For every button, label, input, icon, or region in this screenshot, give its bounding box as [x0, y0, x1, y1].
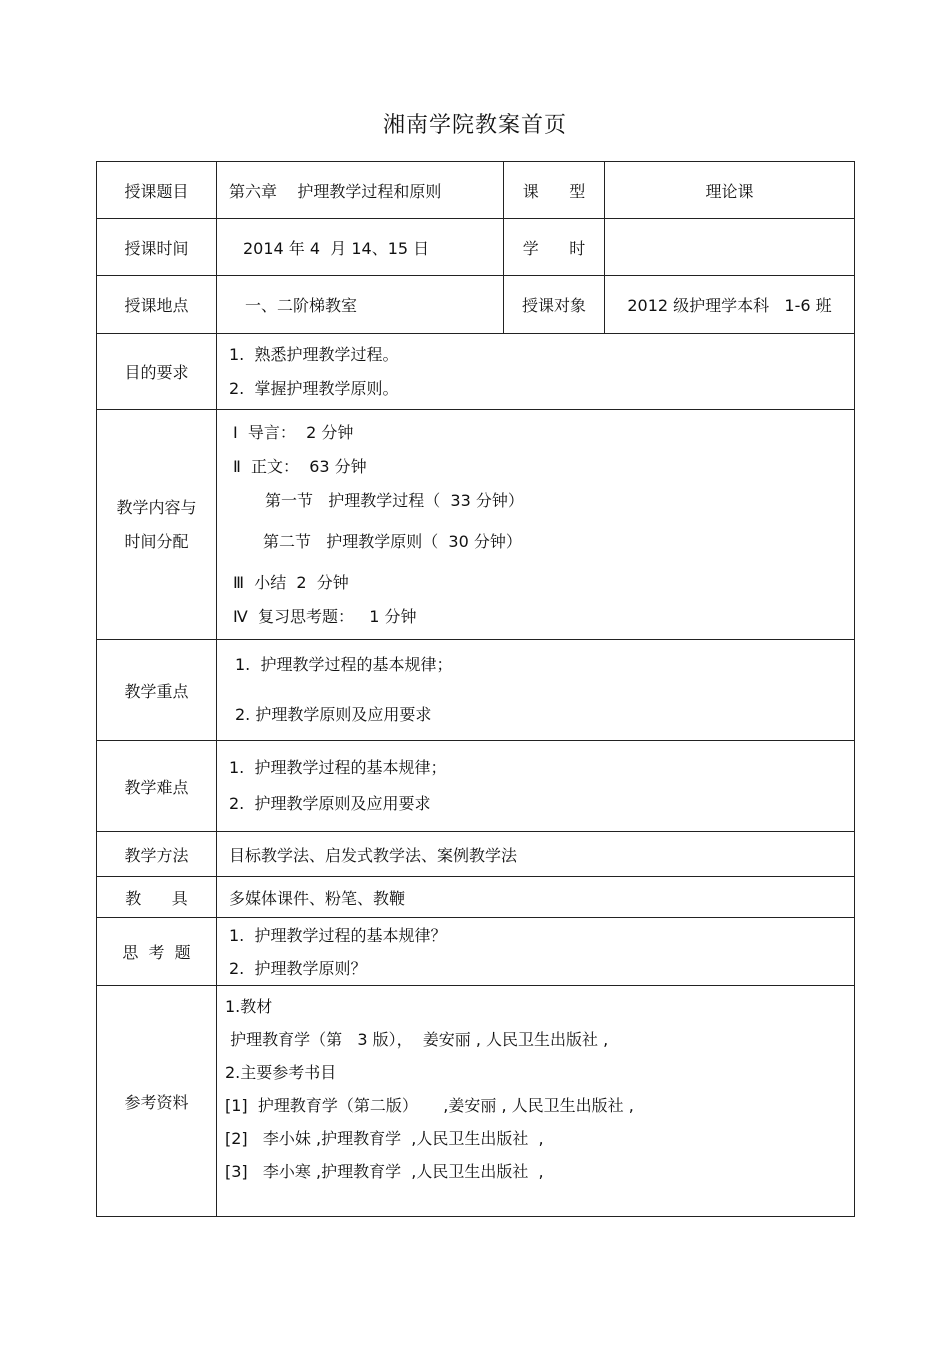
row-questions: [97, 918, 855, 986]
reference-line: [2] 李小妹 ,护理教育学 ,人民卫生出版社 ,: [225, 1129, 544, 1148]
row-difficulties: [97, 741, 855, 832]
place-value: 一、二阶梯教室: [217, 276, 504, 334]
content-line: Ⅳ 复习思考题： 1 分钟: [233, 606, 417, 626]
topic-value: 第六章 护理教学过程和原则: [229, 181, 442, 201]
difficulty-line: 2. 护理教学原则及应用要求: [229, 794, 431, 813]
content-line: 第二节 护理教学原则（ 30 分钟）: [263, 531, 522, 551]
row-time: [97, 219, 855, 276]
reference-line: 护理教育学（第 3 版）， 姜安丽 , 人民卫生出版社 ,: [225, 1030, 609, 1049]
content-line: Ⅱ 正文： 63 分钟: [233, 456, 367, 476]
topic-label: 授课题目: [97, 162, 217, 219]
row-methods: [97, 832, 855, 877]
difficulties-label: 教学难点: [97, 741, 217, 832]
lesson-plan-table: [96, 161, 855, 1217]
content-line: Ⅰ 导言： 2 分钟: [233, 422, 354, 442]
row-content: [97, 410, 855, 640]
row-goals: [97, 334, 855, 410]
difficulty-line: 1. 护理教学过程的基本规律；: [229, 758, 447, 777]
question-line: 1. 护理教学过程的基本规律？: [229, 925, 447, 945]
goals-label: 目的要求: [97, 334, 217, 410]
hours-value: [605, 219, 855, 276]
document-title: 湘南学院教案首页: [382, 113, 567, 138]
time-label: 授课时间: [97, 219, 217, 276]
key-points-label: 教学重点: [97, 640, 217, 741]
content-line: Ⅲ 小结 2 分钟: [233, 572, 349, 592]
reference-line: 1.教材: [225, 997, 273, 1016]
reference-line: [1] 护理教育学（第二版） ,姜安丽 , 人民卫生出版社 ,: [225, 1096, 634, 1115]
key-point-line: 2. 护理教学原则及应用要求: [235, 705, 432, 724]
row-references: [97, 986, 855, 1217]
content-label-line: 时间分配: [124, 531, 189, 551]
audience-label: 授课对象: [504, 276, 605, 334]
goals-line: 2. 掌握护理教学原则。: [229, 378, 399, 398]
reference-line: [3] 李小寒 ,护理教育学 ,人民卫生出版社 ,: [225, 1162, 544, 1181]
content-line: 第一节 护理教学过程（ 33 分钟）: [265, 490, 524, 510]
row-tools: [97, 877, 855, 918]
questions-label: 思 考 题: [122, 943, 191, 962]
reference-line: 2.主要参考书目: [225, 1063, 337, 1082]
tools-label: 教 具: [125, 888, 188, 908]
question-line: 2. 护理教学原则？: [229, 958, 367, 978]
place-label: 授课地点: [97, 276, 217, 334]
type-value: 理论课: [605, 162, 855, 219]
key-point-line: 1. 护理教学过程的基本规律；: [235, 655, 453, 674]
time-value: 2014 年 4 月 14、15 日: [243, 238, 430, 258]
row-topic: [97, 162, 855, 219]
content-label-line: 教学内容与: [116, 497, 197, 517]
hours-label: 学 时: [522, 238, 586, 258]
goals-line: 1. 熟悉护理教学过程。: [229, 344, 399, 364]
row-key-points: [97, 640, 855, 741]
row-place: [97, 276, 855, 334]
methods-value: 目标教学法、启发式教学法、案例教学法: [217, 832, 855, 877]
audience-value: 2012 级护理学本科 1-6 班: [627, 296, 832, 315]
type-label: 课 型: [522, 181, 586, 201]
references-label: 参考资料: [97, 986, 217, 1217]
tools-value: 多媒体课件、粉笔、教鞭: [217, 877, 855, 918]
methods-label: 教学方法: [97, 832, 217, 877]
